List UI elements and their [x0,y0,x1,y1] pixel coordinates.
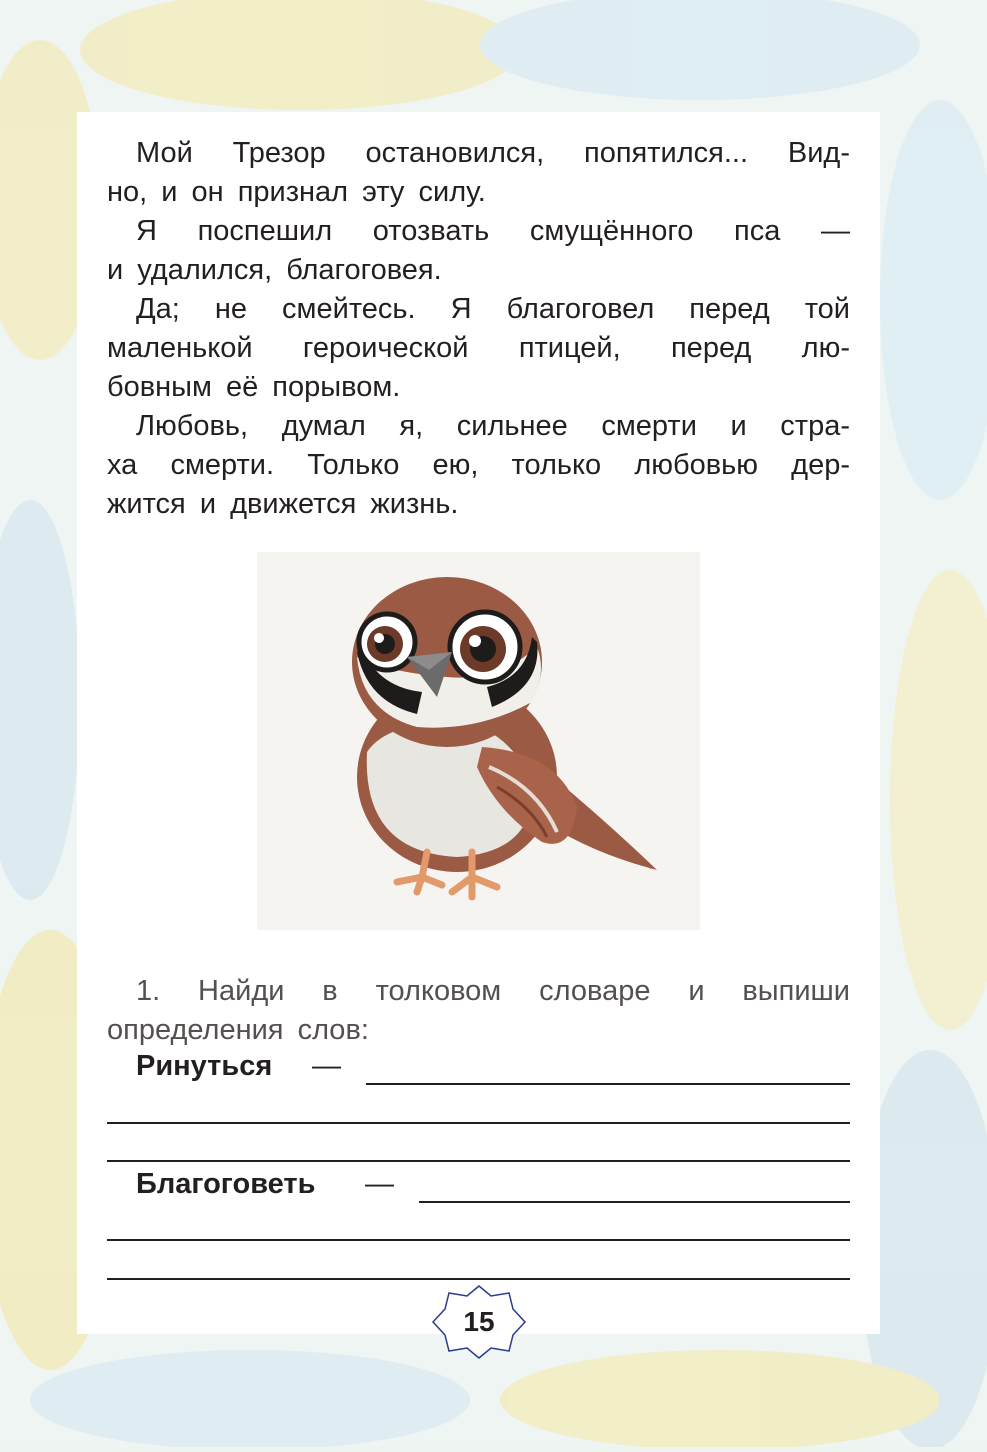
page-number: 15 [463,1306,495,1337]
answer-line[interactable] [107,1160,850,1162]
term-word: Благоговеть [136,1168,316,1200]
answer-line[interactable] [419,1201,850,1203]
text-line: Мой Трезор остановился, попятился... Вид- [136,137,850,169]
paragraph-2 [107,212,850,290]
dash: — [365,1168,394,1200]
paragraph-1 [107,134,850,212]
story-passage [107,134,850,524]
paragraph-4 [107,407,850,524]
text-line: ха смерти. Только ею, только любовью дер- [107,449,850,481]
answer-line[interactable] [107,1278,850,1280]
sparrow-icon [257,552,700,930]
sparrow-illustration [257,552,700,930]
answer-line[interactable] [366,1083,850,1085]
answer-line[interactable] [107,1239,850,1241]
text-line: жится и движется жизнь. [107,488,459,520]
text-line: Я поспешил отозвать смущённого пса — [136,215,850,247]
term-word: Ринуться [136,1050,273,1082]
word-row-2 [107,1168,850,1208]
task-line: 1. Найди в толковом словаре и выпиши [136,975,850,1007]
answer-line[interactable] [107,1122,850,1124]
word-row-1 [107,1050,850,1090]
task-line: определения слов: [107,1014,369,1046]
workbook-page [77,112,880,1337]
text-line: и удалился, благоговея. [107,254,442,286]
text-line: Да; не смейтесь. Я благоговел перед той [136,293,850,325]
paragraph-3 [107,290,850,407]
text-line: бовным её порывом. [107,371,401,403]
text-line: но, и он признал эту силу. [107,176,486,208]
page-number-badge [431,1284,527,1360]
dash: — [312,1050,341,1082]
text-line: маленькой героической птицей, перед лю- [107,332,850,364]
task-instruction [107,972,850,1050]
text-line: Любовь, думал я, сильнее смерти и стра- [136,410,850,442]
